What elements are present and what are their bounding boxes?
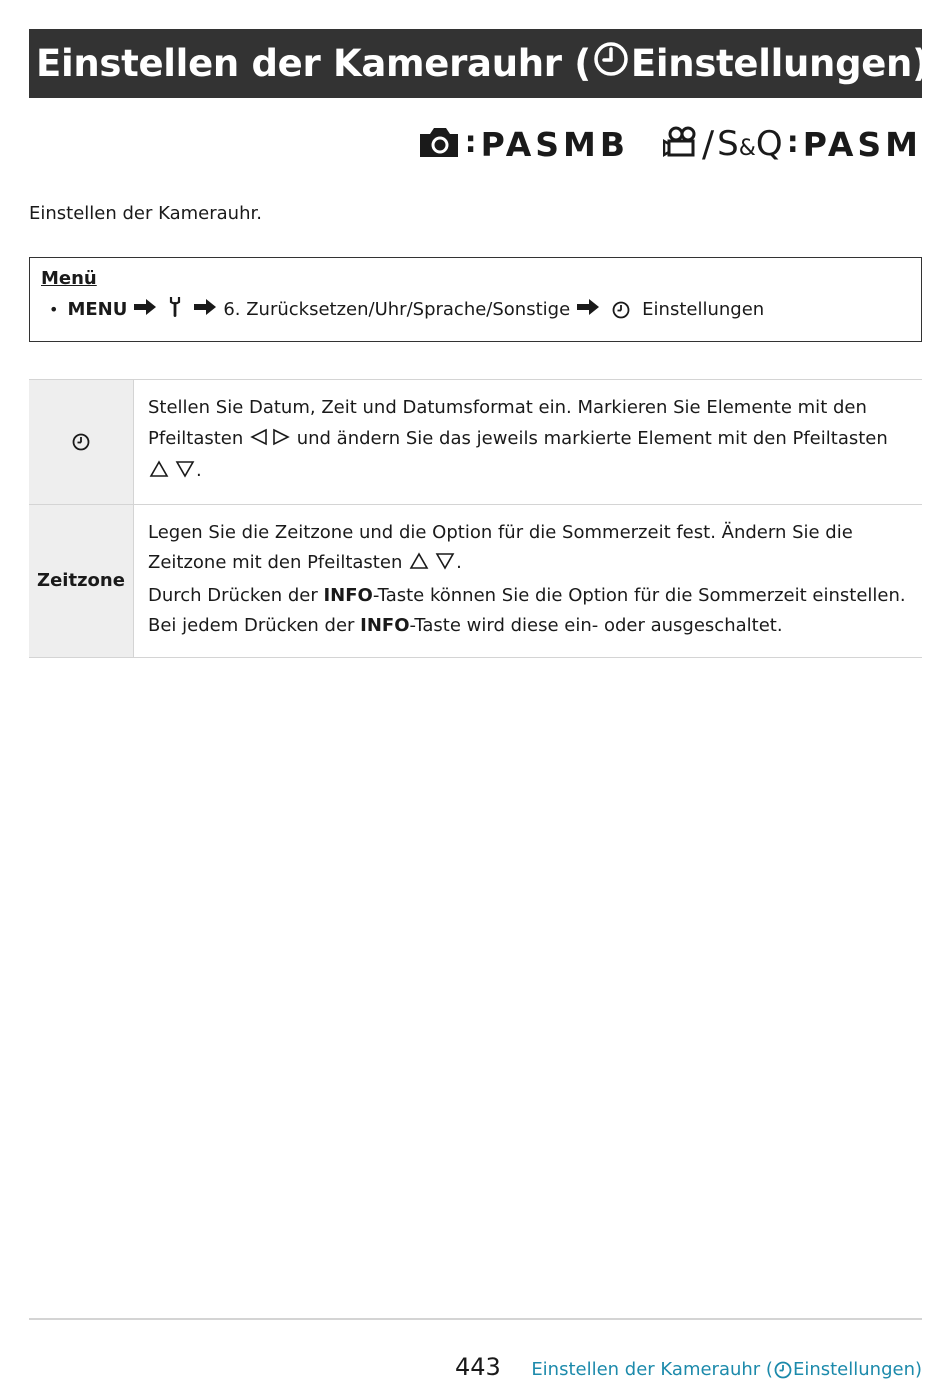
intro-text: Einstellen der Kamerauhr.: [29, 203, 262, 224]
section-link-text-end: Einstellungen): [792, 1359, 922, 1380]
desc-text: Stellen Sie Datum, Zeit und Datumsformat ein. Markieren Sie Elemente mit den Pfeiltasten: [148, 397, 867, 449]
page-title-text-start: Einstellen der Kamerauhr (: [36, 42, 591, 85]
right-arrow-icon: [570, 298, 606, 321]
info-key: INFO: [323, 584, 373, 606]
settings-table: [29, 379, 922, 658]
bullet: •: [49, 300, 59, 319]
wrench-icon: [163, 296, 187, 323]
menu-key: MENU: [67, 299, 128, 320]
slow-quick-label: [717, 124, 783, 164]
clock-icon: [72, 431, 90, 452]
page-title: [29, 29, 929, 98]
photo-modes: [417, 125, 629, 164]
info-key: INFO: [360, 615, 410, 636]
desc-text: -Taste wird diese ein- oder ausgeschaltet.: [409, 615, 783, 636]
right-arrow-icon: [127, 298, 163, 321]
video-mode-colon: :: [786, 124, 799, 160]
desc-text: Legen Sie die Zeitzone und die Option für die Sommerzeit fest. Ändern Sie die Zeitzone mit den Pfeiltasten: [148, 521, 853, 573]
camera-icon: [417, 125, 461, 163]
movie-camera-icon: [663, 125, 701, 163]
row-description: [134, 504, 923, 657]
menu-title: Menü: [41, 268, 97, 289]
clock-icon: [606, 301, 636, 319]
mode-indicators: [417, 122, 922, 166]
page-title-text-end: Einstellungen): [630, 42, 929, 85]
desc-paragraph: [148, 518, 910, 581]
page-number: 443: [455, 1353, 501, 1381]
desc-paragraph: [148, 581, 910, 642]
up-down-arrows-icon: [409, 550, 455, 581]
desc-text: .: [456, 552, 462, 573]
video-modes: [663, 124, 922, 165]
sq-q: Q: [755, 124, 783, 164]
submenu-label: 6. Zurücksetzen/Uhr/Sprache/Sonstige: [223, 299, 571, 320]
up-down-arrows-icon: [149, 458, 195, 489]
clock-icon: [593, 41, 629, 86]
desc-text: Durch Drücken der: [148, 584, 324, 606]
video-mode-letters: PASM: [802, 124, 922, 164]
footer-divider: [29, 1318, 922, 1320]
desc-text: -Taste können Sie die Option für die Sommerzeit einstellen. Bei jedem Drücken der: [148, 584, 906, 636]
photo-mode-colon: :: [464, 124, 477, 160]
clock-icon: [774, 1361, 792, 1379]
menu-path: [41, 296, 910, 323]
sq-amp: &: [738, 136, 756, 161]
photo-mode-letters: PASMB: [480, 124, 630, 164]
section-link[interactable]: [531, 1359, 922, 1380]
row-label-clock: [29, 380, 134, 505]
row-label-zeitzone: Zeitzone: [29, 504, 134, 657]
sq-s: S: [717, 124, 739, 164]
left-right-arrows-icon: [250, 426, 290, 457]
video-mode-slash: /: [702, 123, 715, 165]
row-description: [134, 380, 923, 505]
table-row: [29, 504, 922, 657]
desc-text: und ändern Sie das jeweils markierte Element mit den Pfeiltasten: [291, 427, 888, 449]
table-row: [29, 380, 922, 505]
section-link-text-start: Einstellen der Kamerauhr (: [531, 1359, 773, 1380]
right-arrow-icon: [187, 298, 223, 321]
menu-item-label: Einstellungen: [642, 299, 765, 320]
desc-text: .: [196, 460, 202, 481]
menu-path-box: [29, 257, 922, 342]
